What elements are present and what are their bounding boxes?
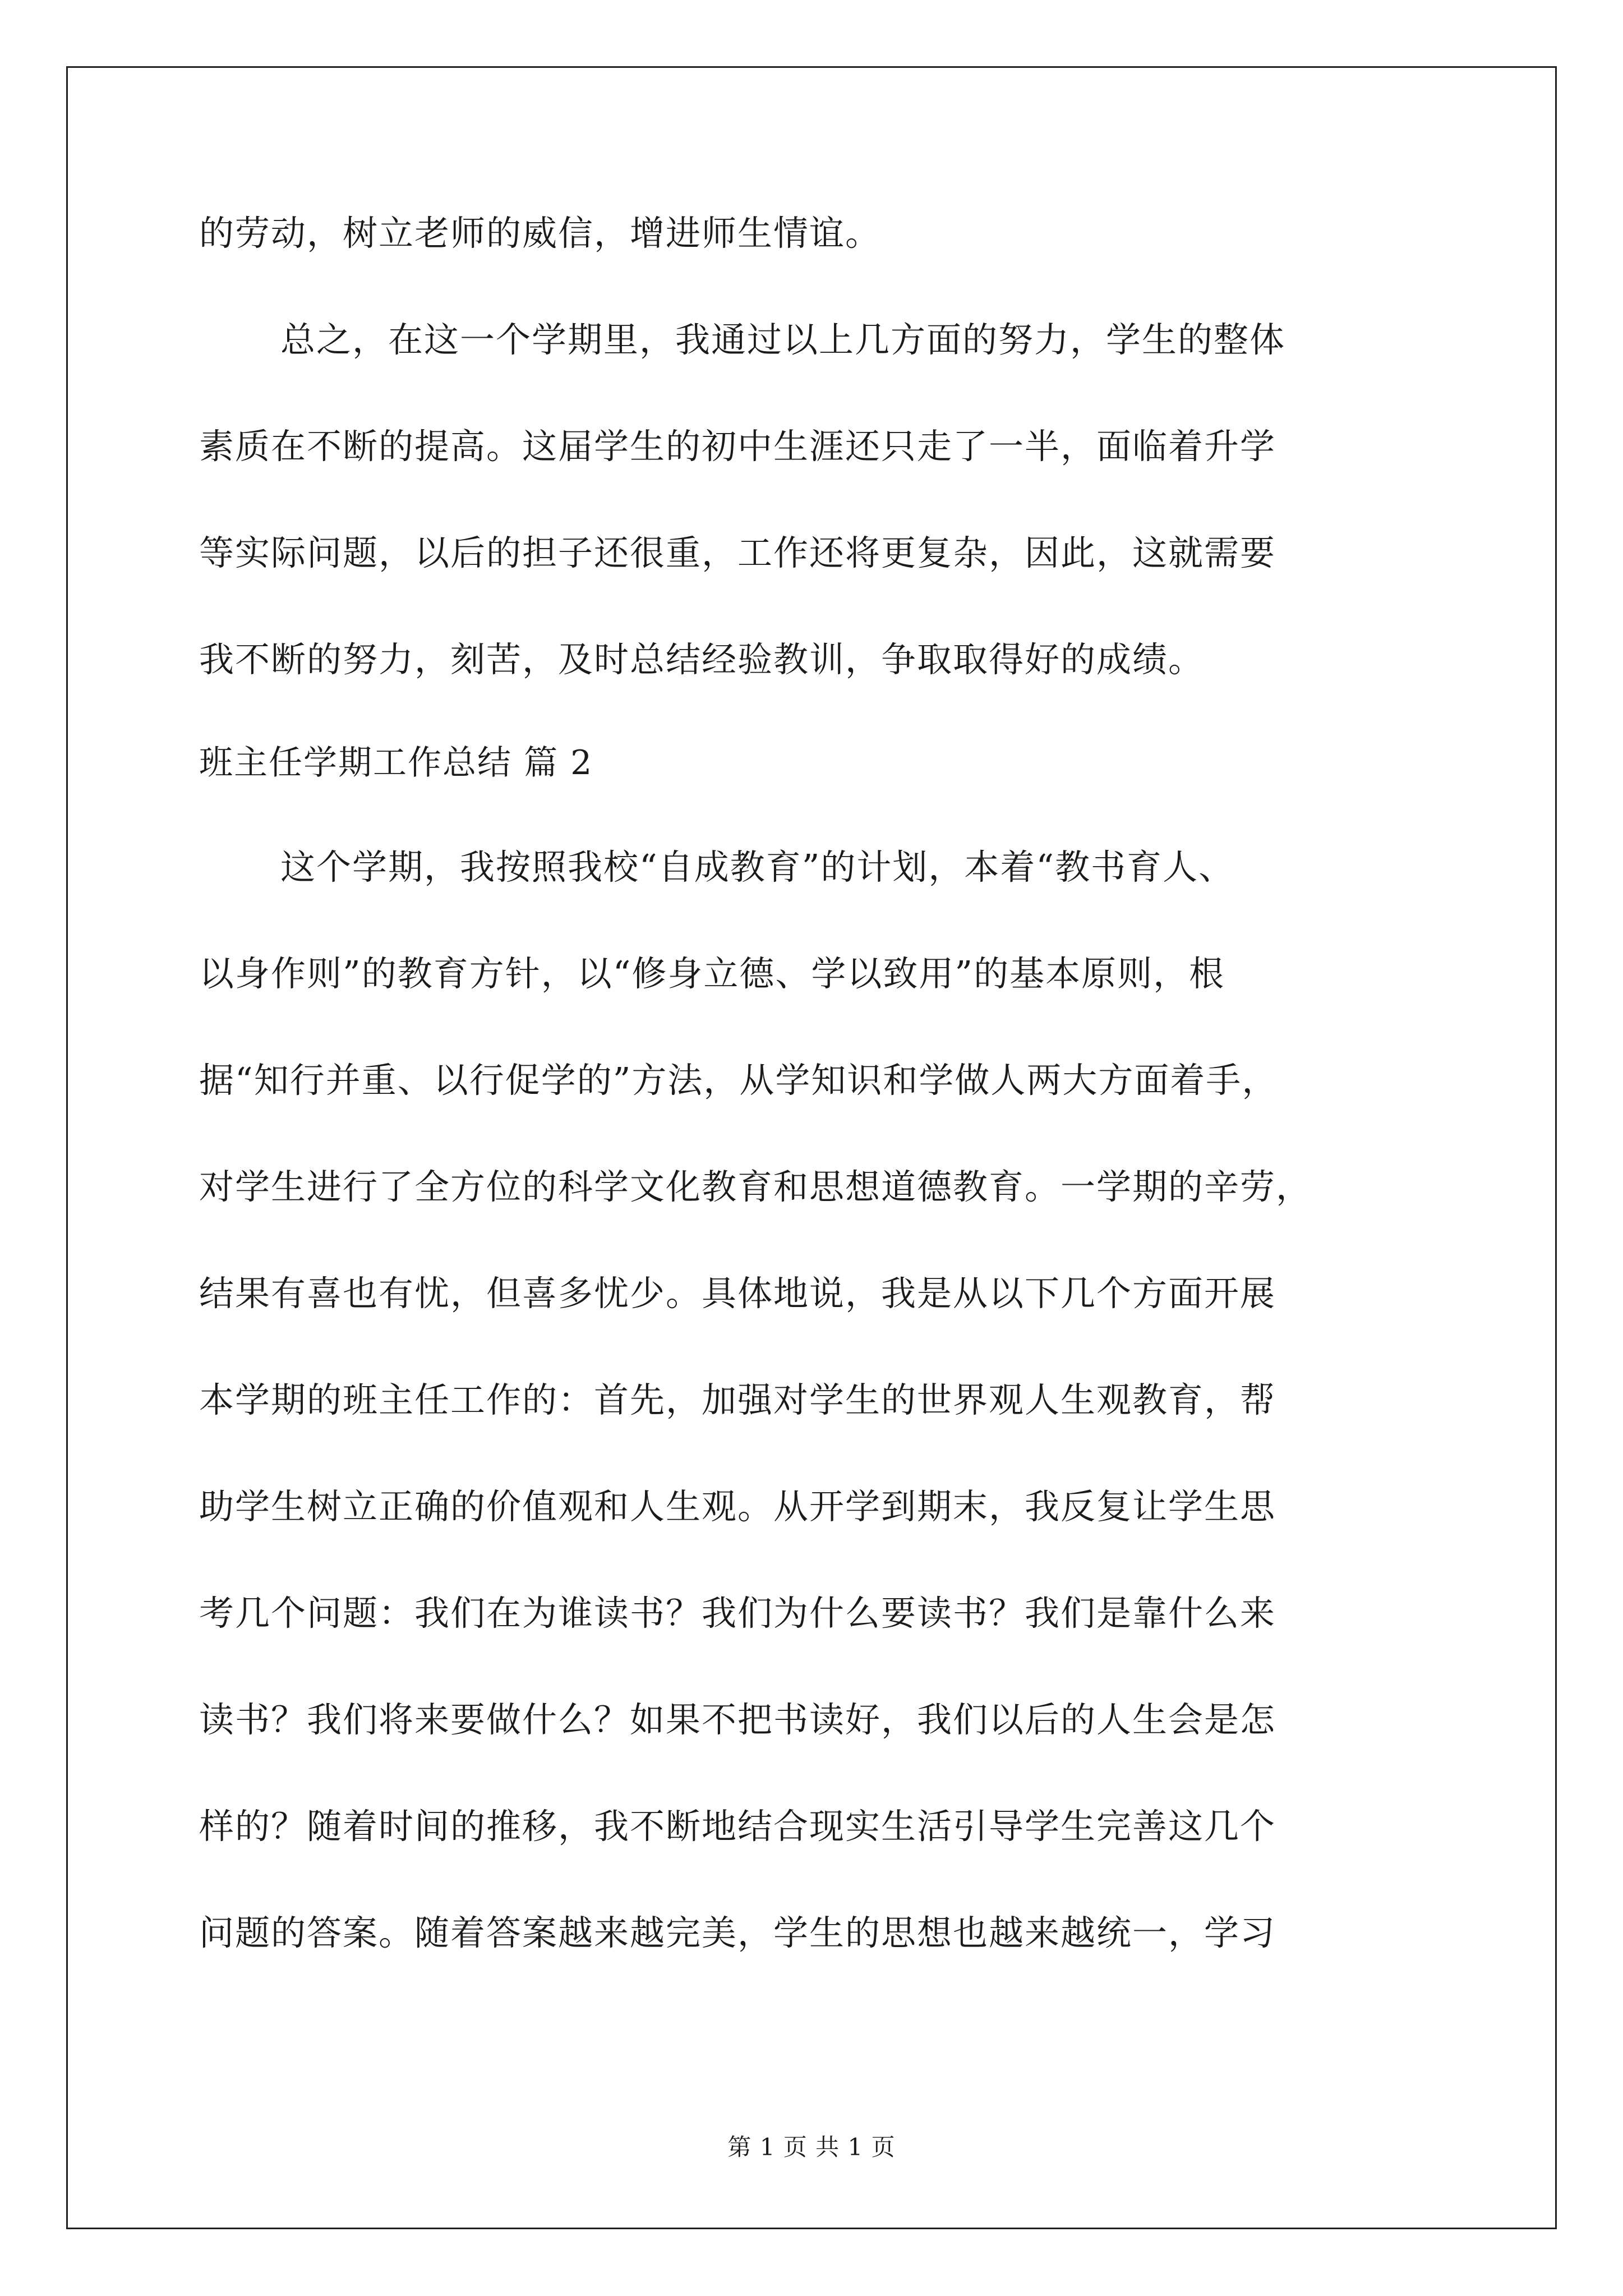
paragraph-line: 助学生树立正确的价值观和人生观。从开学到期末，我反复让学生思 xyxy=(199,1486,1276,1527)
paragraph-line: 的劳动，树立老师的威信，增进师生情谊。 xyxy=(199,213,882,254)
paragraph-line: 以身作则”的教育方针，以“修身立德、学以致用”的基本原则，根 xyxy=(199,953,1225,994)
paragraph-line: 问题的答案。随着答案越来越完美，学生的思想也越来越统一，学习 xyxy=(199,1912,1276,1953)
paragraph-line: 本学期的班主任工作的：首先，加强对学生的世界观人生观教育，帮 xyxy=(199,1379,1276,1420)
paragraph-line: 样的？随着时间的推移，我不断地结合现实生活引导学生完善这几个 xyxy=(199,1806,1276,1847)
paragraph-line: 等实际问题，以后的担子还很重，工作还将更复杂，因此，这就需要 xyxy=(199,532,1276,573)
paragraph-line: 读书？我们将来要做什么？如果不把书读好，我们以后的人生会是怎 xyxy=(199,1699,1276,1740)
paragraph-line: 结果有喜也有忧，但喜多忧少。具体地说，我是从以下几个方面开展 xyxy=(199,1273,1276,1314)
section-heading: 班主任学期工作总结 篇 2 xyxy=(199,743,593,783)
paragraph-line: 对学生进行了全方位的科学文化教育和思想道德教育。一学期的辛劳， xyxy=(199,1166,1312,1207)
page-border xyxy=(66,66,1557,2229)
paragraph-line: 我不断的努力，刻苦，及时总结经验教训，争取取得好的成绩。 xyxy=(199,639,1205,680)
paragraph-line: 考几个问题：我们在为谁读书？我们为什么要读书？我们是靠什么来 xyxy=(199,1593,1276,1634)
paragraph-line: 这个学期，我按照我校“自成教育”的计划，本着“教书育人、 xyxy=(280,846,1235,887)
paragraph-line: 据“知行并重、以行促学的”方法，从学知识和学做人两大方面着手， xyxy=(199,1060,1278,1101)
paragraph-line: 素质在不断的提高。这届学生的初中生涯还只走了一半，面临着升学 xyxy=(199,426,1276,467)
paragraph-line: 总之，在这一个学期里，我通过以上几方面的努力，学生的整体 xyxy=(280,319,1286,360)
page-number: 第 1 页 共 1 页 xyxy=(727,2133,896,2161)
